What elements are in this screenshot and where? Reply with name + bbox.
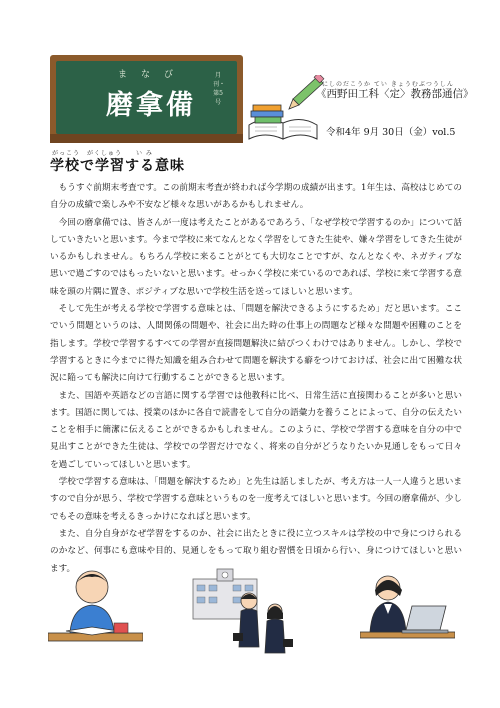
- article-title-ruby: がっこう がくしゅう い み: [52, 150, 153, 157]
- newsletter-title: 磨拿備: [106, 90, 196, 121]
- article-title: 学校で学習する意味: [50, 158, 185, 174]
- paragraph-2: 今回の磨拿備では、皆さんが一度は考えたことがあるであろう、「なぜ学校で学習するのか」について話していきたいと思います。今まで学校に来てなんとなく学習をしてきた生徒や、嫌々学習をしてきた生徒がいるかもしれません。もちろん学校に来ることがとても大切なことですが、なんとなくや、ネガティブな思いで過ごすのではもったいないと思います。せっかく学校に来ているのであれば、学校に来て学習する意味を頭の片隅に置き、ポジティブな思いで学校生活を送ってほしいと思います。: [50, 217, 462, 297]
- laptop-icon: [402, 606, 448, 633]
- paragraph-6: また、自分自身がなぜ学習をするのか、社会に出たときに役に立つスキルは学校の中で身につけられるのかなど、何事にも意味や目的、見通しをもって取り組む習慣を日頃から行い、身につけてほしいと思います。: [50, 528, 462, 574]
- publisher-ruby: にしのだこうか てい きょうむぶつうしん: [322, 81, 454, 88]
- chalkboard-side-note: 月刊・第5号: [213, 72, 226, 106]
- chalkboard-ledge: [50, 134, 243, 143]
- chalkboard-title-board: [50, 55, 243, 143]
- clock-icon: [222, 572, 228, 578]
- article-body: [50, 180, 462, 578]
- chalkboard-ruby: まなび: [118, 70, 188, 80]
- issue-date: 令和4年 9月 30日（金）vol.5: [326, 127, 456, 138]
- paragraph-3: そして先生が考える学校で学習する意味とは、「問題を解決できるようにするため」だと思います。ここでいう問題というのは、人間関係の問題や、社会に出た時の仕事上の問題など様々な問題や困難のことを指します。学校で学習するすべての学習が直接問題解決に結びつくわけではありません。しかし、学校で学習するときに今までに得た知識を組み合わせて問題を解決する癖をつけておけば、社会に出て困難な状況に陥っても解決に向けて行動することができると思います。: [50, 304, 462, 384]
- laptop-worker-illustration: [360, 570, 455, 650]
- textbook-icon: [114, 623, 128, 633]
- book-stack-icon: [251, 105, 283, 123]
- paragraph-1: もうすぐ前期末考査です。この前期末考査が終われば今学期の成績が出ます。1年生は、高校はじめての自分の成績で楽しみや不安など様々な思いがあるかもしれません。: [50, 183, 462, 211]
- school-students-illustration: [175, 567, 315, 659]
- paragraph-4: また、国語や英語などの言語に関する学習では他教科に比べ、日常生活に直接関わることが多いと思います。国語に関しては、授業のほかに各自で読書をして自分の語彙力を養うことによって、自分の伝えたいことを相手に簡潔に伝えることができるかもしれません。このように、学校で学習する意味を自分の中で見出すことができた生徒は、学校での学習だけでなく、将来の自分がどうなりたいか見通しをもって日々を過ごしていってほしいと思います。: [50, 390, 462, 470]
- books-pencil-illustration: [245, 75, 327, 143]
- publisher-name: 《西野田工科〈定〉教務部通信》: [316, 88, 474, 100]
- studying-boy-illustration: [48, 565, 143, 655]
- paragraph-5: 学校で学習する意味は、「問題を解決するため」と先生は話しましたが、考え方は一人一人違うと思いますので自分が思う、学校で学習する意味というものを一度考えてほしいと思います。今回の磨拿備が、少しでもその意味を考えるきっかけになればと思います。: [50, 477, 462, 522]
- chalkboard-surface: [56, 61, 237, 134]
- female-student-icon: [265, 604, 293, 653]
